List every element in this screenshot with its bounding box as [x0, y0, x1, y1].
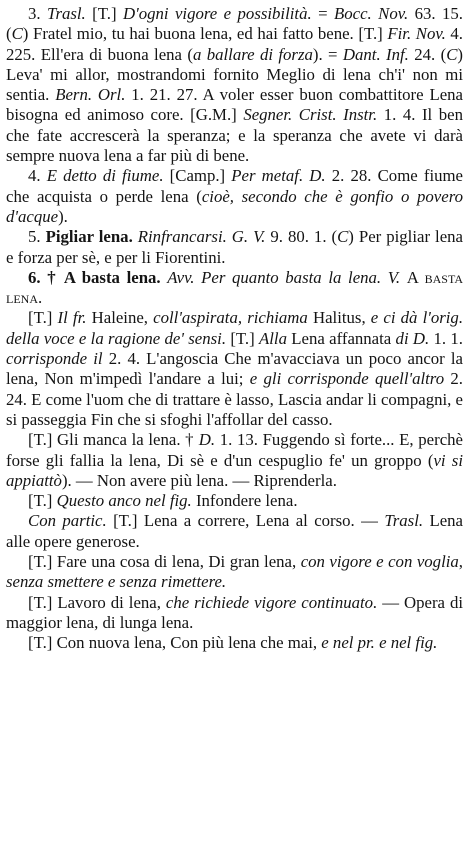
entry-paragraph-p7: [6, 308, 463, 430]
text-segment: 9. 80. 1. (: [265, 227, 338, 247]
text-segment: Halitus,: [307, 308, 371, 328]
text-segment: Dant. Inf.: [342, 44, 409, 64]
text-segment: di D.: [395, 328, 430, 348]
text-segment: [T.] Lena a correre, Lena al corso. —: [106, 511, 385, 531]
text-segment: D.: [198, 430, 216, 450]
text-segment: Rinfrancarsi. G. V.: [137, 227, 266, 247]
text-segment: coll'aspirata, richiama: [153, 308, 308, 328]
entry-paragraph-p9: [6, 491, 463, 511]
text-segment: 63. 15. (: [6, 4, 463, 44]
entry-paragraph-p11: [6, 552, 463, 593]
text-segment: Trasl.: [384, 511, 424, 531]
text-segment: — Opera di maggior lena, di lunga lena.: [6, 592, 463, 632]
text-segment: ). =: [312, 44, 343, 64]
text-segment: e ci dà l'orig. della voce e la ragione de' sensi.: [6, 308, 464, 348]
entry-paragraph-p4: [6, 166, 463, 227]
text-segment: 2. 4. L'angoscia Che m'avacciava un poco ancor la lena, Non m'impedì l'andare a lui;: [6, 349, 464, 389]
text-segment: [T.]: [226, 328, 260, 348]
text-segment: [400, 268, 407, 287]
text-segment: Trasl.: [47, 4, 86, 23]
text-segment: D'ogni vigore e possibilità.: [123, 4, 312, 23]
text-segment: A basta lena.: [6, 267, 463, 308]
text-segment: corrisponde il: [6, 349, 103, 369]
text-segment: 5.: [28, 227, 46, 247]
text-segment: ). — Non avere più lena. — Riprenderla.: [61, 470, 337, 490]
text-segment: Con partic.: [28, 511, 107, 531]
text-segment: 4.: [28, 166, 47, 186]
text-segment: [T.] Fare una cosa di lena, Di gran lena,: [28, 552, 301, 572]
entry-paragraph-p12: [6, 593, 463, 634]
text-segment: ) Per pigliar lena e forza per sè, e per li Fiorentini.: [6, 227, 463, 267]
text-segment: Fir. Nov.: [387, 24, 446, 44]
text-segment: con vigore e con voglia: [300, 552, 459, 572]
text-segment: [T.] Lavoro di lena,: [28, 592, 166, 612]
text-segment: senza smettere e senza rimettere.: [6, 572, 227, 592]
text-segment: 1. 21. 27. A voler esser buon combattitore Lena bisogna ed animoso core. [G.M.]: [6, 85, 463, 125]
text-segment: C: [337, 227, 349, 247]
text-segment: Haleine,: [86, 308, 154, 328]
entry-paragraph-p10: [6, 511, 463, 552]
text-segment: Il fr.: [57, 308, 87, 328]
text-segment: Questo anco nel fig.: [56, 491, 192, 511]
text-segment: 2. 24. E come l'uom che di trattare è lasso, Lascia andar li compagni, e si passeggia Fin che si sfoghi l'affollar del casso.: [6, 369, 463, 429]
text-segment: 1. 13. Fuggendo sì forte... E, perchè forse gli fallia la lena, Di sè e d'un cespuglio fe' un groppo (: [6, 430, 463, 470]
text-segment: C: [446, 44, 458, 64]
text-segment: [Camp.]: [163, 166, 232, 186]
text-segment: 6. †: [28, 267, 64, 287]
entry-paragraph-p8: [6, 430, 463, 491]
text-segment: 1. 4. Il ben che fate accrescerà la speranza; e la speranza che avete vi darà sempre nuova lena a far più di bene.: [6, 105, 463, 166]
text-segment: Alla: [259, 328, 287, 348]
text-segment: E detto di fiume.: [46, 166, 164, 186]
text-segment: a ballare di forza: [192, 44, 313, 64]
text-segment: A basta lena.: [63, 267, 161, 287]
text-segment: Pigliar lena.: [45, 227, 133, 247]
entry-paragraph-p3: [6, 4, 463, 166]
text-segment: e gli corrisponde quell'altro: [249, 369, 445, 389]
text-segment: [T.] Gli manca la lena. †: [28, 430, 199, 450]
text-segment: [T.] Con nuova lena, Con più lena che mai,: [28, 633, 322, 653]
text-segment: che richiede vigore continuato.: [165, 592, 378, 612]
text-segment: Bern. Orl.: [55, 85, 126, 105]
text-segment: Lena affannata: [286, 328, 396, 348]
text-segment: 24. (: [408, 44, 447, 64]
text-segment: 3.: [28, 4, 48, 23]
text-segment: [T.]: [28, 491, 57, 511]
text-segment: Per metaf. D.: [231, 166, 326, 186]
text-segment: =: [311, 4, 335, 23]
text-segment: 4. 225. Ell'era di buona lena (: [6, 24, 463, 64]
text-segment: ) Fratel mio, tu hai buona lena, ed hai fatto bene. [T.]: [22, 24, 388, 44]
entry-paragraph-p6: [6, 268, 463, 309]
text-segment: C: [11, 24, 23, 44]
entry-paragraph-p13: [6, 633, 463, 653]
text-segment: Lena alle opere generose.: [6, 511, 464, 551]
entry-paragraph-p5: [6, 227, 463, 268]
text-segment: Segner. Crist. Instr.: [243, 105, 378, 125]
text-segment: Infondere lena.: [191, 491, 298, 511]
text-segment: Avv. Per quanto basta la lena. V.: [167, 267, 401, 287]
text-segment: [T.]: [85, 4, 123, 23]
text-segment: [T.]: [28, 308, 58, 328]
text-segment: ,: [458, 552, 463, 572]
text-segment: ).: [58, 206, 68, 226]
text-segment: Bocc. Nov.: [334, 4, 409, 23]
text-segment: cioè, secondo che è gonfio o povero d'acque: [6, 186, 463, 226]
text-segment: ) Leva' mi allor, mostrandomi fornito Meglio di lena ch'i' non mi sentia.: [6, 44, 464, 105]
text-segment: 2. 28. Come fiume che acquista o perde lena (: [6, 166, 463, 206]
text-segment: e nel pr. e nel fig.: [321, 633, 438, 653]
text-segment: vi si appiattò: [6, 450, 464, 490]
text-segment: 1. 1.: [429, 328, 463, 348]
